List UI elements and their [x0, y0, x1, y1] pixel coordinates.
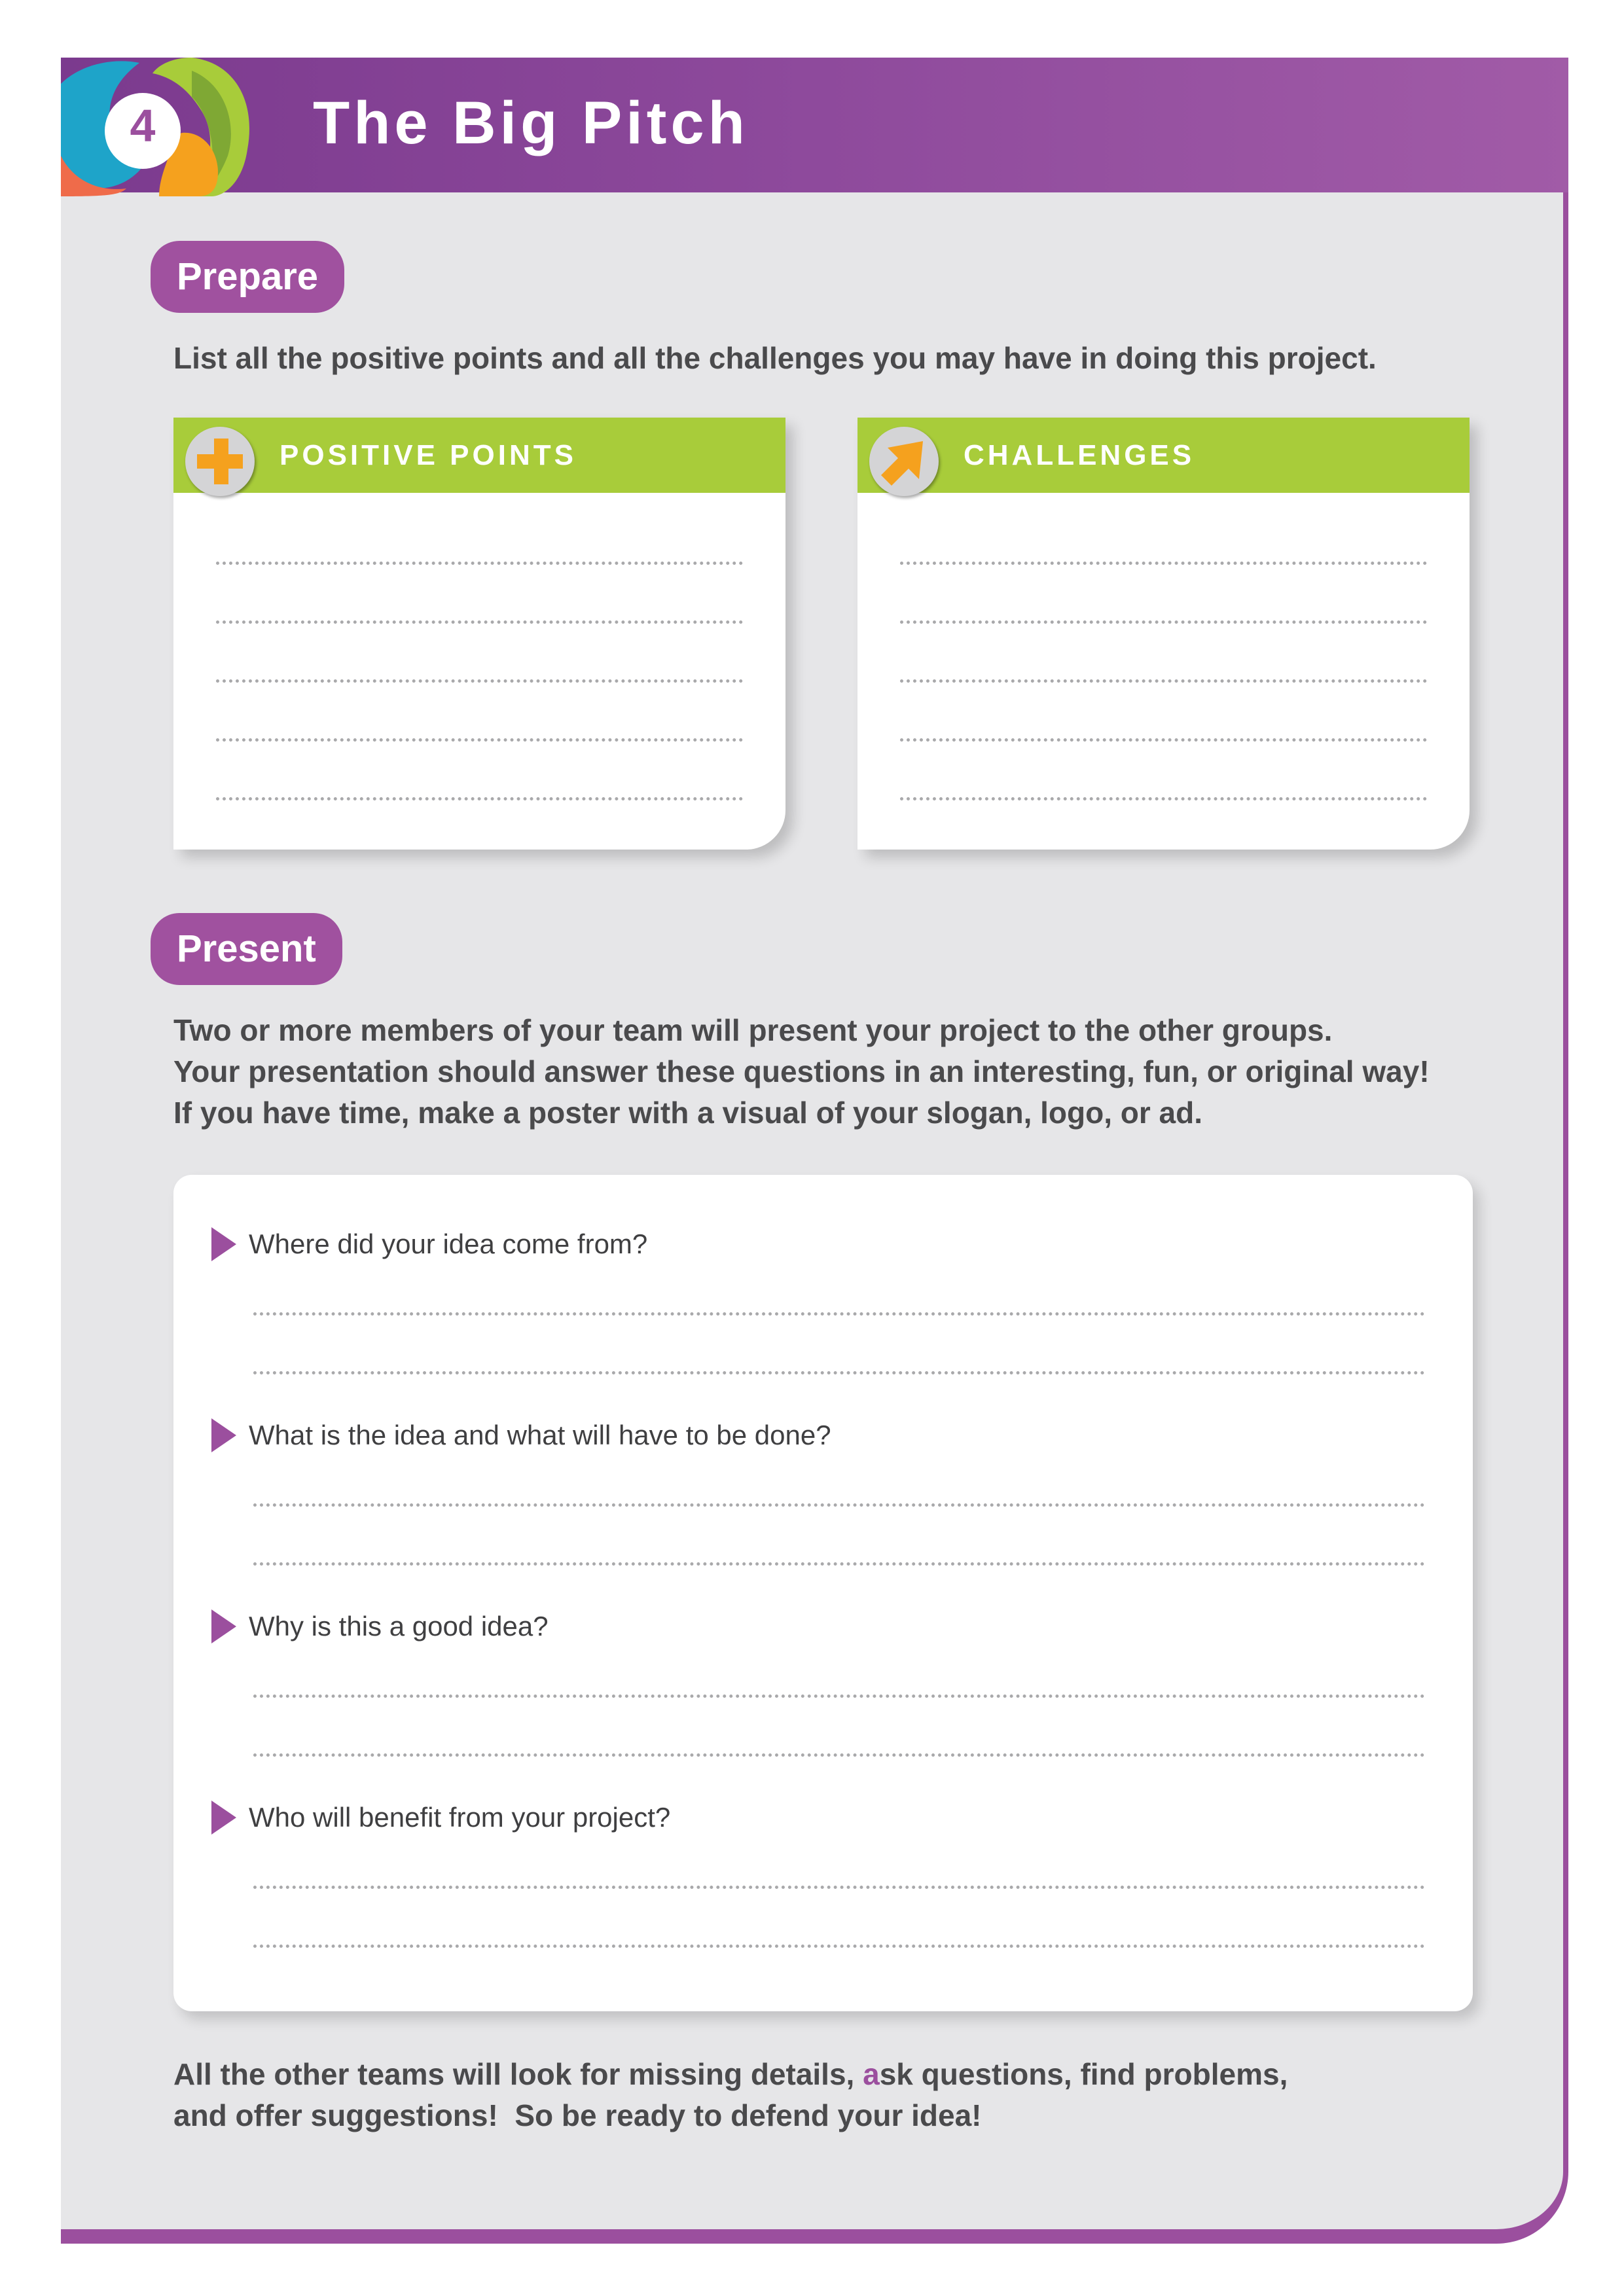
- answer-line[interactable]: [216, 797, 743, 800]
- question-2: What is the idea and what will have to be done?: [249, 1420, 831, 1450]
- answer-line[interactable]: [216, 679, 743, 683]
- present-instruction-line-1: Two or more members of your team will present your project to the other groups.: [173, 1013, 1333, 1047]
- plus-icon: [185, 427, 255, 496]
- bullet-triangle-icon: [211, 1801, 236, 1835]
- answer-line[interactable]: [216, 562, 743, 565]
- answer-line[interactable]: [900, 738, 1427, 742]
- answer-line[interactable]: [900, 797, 1427, 800]
- answer-line[interactable]: [900, 562, 1427, 565]
- challenges-title: CHALLENGES: [964, 439, 1195, 471]
- page-title: The Big Pitch: [313, 90, 749, 156]
- answer-line[interactable]: [253, 1503, 1425, 1507]
- bullet-triangle-icon: [211, 1418, 236, 1452]
- footer-line-1-start: All the other teams will look for missing details,: [173, 2057, 863, 2091]
- answer-line[interactable]: [253, 1371, 1425, 1374]
- answer-line[interactable]: [253, 1312, 1425, 1316]
- answer-line[interactable]: [253, 1562, 1425, 1566]
- question-3: Why is this a good idea?: [249, 1611, 549, 1641]
- answer-line[interactable]: [900, 620, 1427, 624]
- answer-line[interactable]: [253, 1695, 1425, 1698]
- prepare-label: Prepare: [151, 241, 344, 313]
- bullet-triangle-icon: [211, 1609, 236, 1643]
- footer-line-1: [173, 2054, 1288, 2095]
- positive-points-header: [173, 418, 785, 493]
- header-bar: [61, 58, 1568, 192]
- bullet-triangle-icon: [211, 1227, 236, 1261]
- challenges-header: [857, 418, 1470, 493]
- positive-points-title: POSITIVE POINTS: [280, 439, 577, 471]
- answer-line[interactable]: [253, 1886, 1425, 1889]
- answer-line[interactable]: [216, 620, 743, 624]
- unit-logo-icon: [61, 58, 257, 196]
- footer-line-2: and offer suggestions! So be ready to defend your idea!: [173, 2098, 982, 2132]
- answer-line[interactable]: [216, 738, 743, 742]
- present-instruction-line-3: If you have time, make a poster with a visual of your slogan, logo, or ad.: [173, 1096, 1203, 1130]
- questions-box: [173, 1175, 1473, 2011]
- prepare-instruction: List all the positive points and all the challenges you may have in doing this project.: [173, 341, 1377, 375]
- present-instruction-line-2: Your presentation should answer these questions in an interesting, fun, or original way!: [173, 1054, 1430, 1088]
- answer-line[interactable]: [253, 1945, 1425, 1948]
- unit-number: 4: [130, 100, 156, 151]
- positive-points-card: [173, 418, 785, 850]
- footer-accent-letter: a: [863, 2057, 880, 2091]
- present-label: Present: [151, 913, 342, 985]
- question-4: Who will benefit from your project?: [249, 1802, 671, 1833]
- answer-line[interactable]: [253, 1753, 1425, 1757]
- answer-line[interactable]: [900, 679, 1427, 683]
- arrow-icon: [869, 427, 939, 496]
- question-1: Where did your idea come from?: [249, 1229, 648, 1259]
- footer-line-1-end: sk questions, find problems,: [879, 2057, 1288, 2091]
- challenges-card: [857, 418, 1470, 850]
